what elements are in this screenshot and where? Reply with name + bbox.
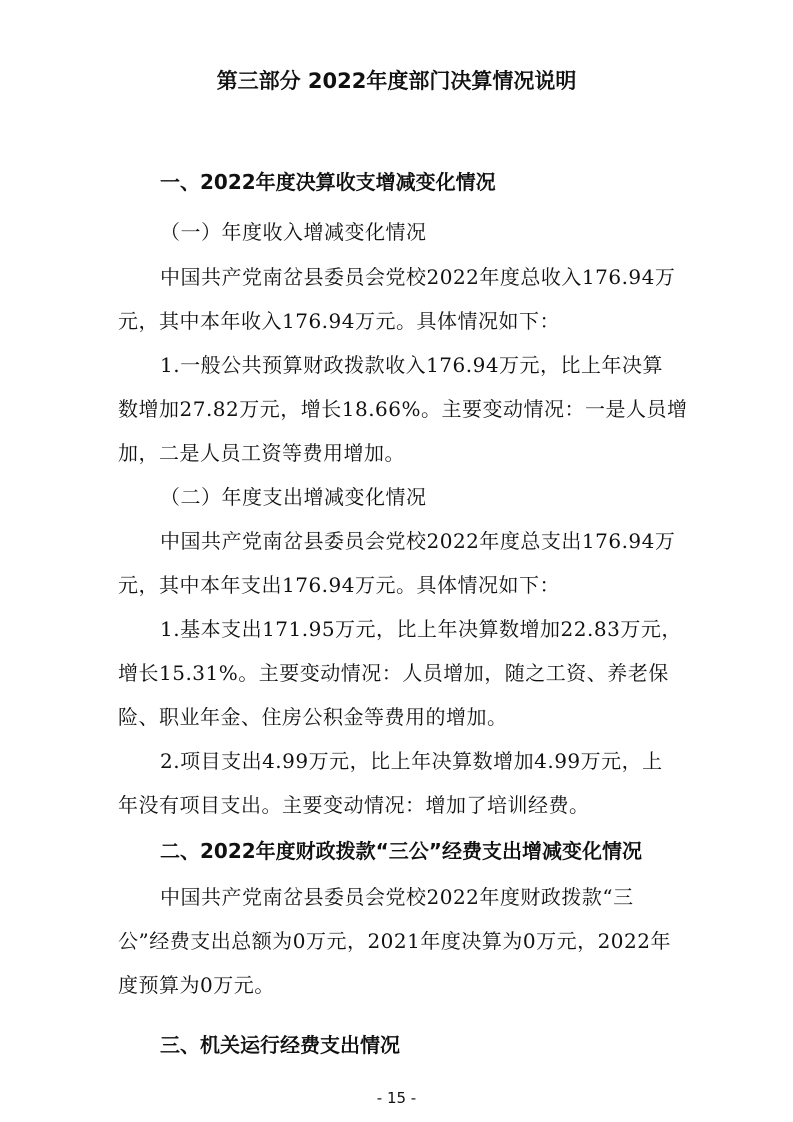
three-public-paragraph-line-3: 度预算为0万元。 bbox=[118, 973, 275, 997]
income-paragraph-2-line-2: 数增加27.82万元，增长18.66%。主要变动情况：一是人员增 bbox=[118, 397, 688, 421]
expense-subheading: （二）年度支出增减变化情况 bbox=[160, 485, 427, 509]
income-paragraph-1-line-1: 中国共产党南岔县委员会党校2022年度总收入176.94万 bbox=[160, 265, 676, 289]
income-paragraph-2-line-3: 加，二是人员工资等费用增加。 bbox=[118, 441, 405, 465]
section-heading-3: 三、机关运行经费支出情况 bbox=[160, 1033, 400, 1057]
income-paragraph-2-line-1: 1.一般公共预算财政拨款收入176.94万元，比上年决算 bbox=[160, 353, 664, 377]
page-number: - 15 - bbox=[376, 1089, 417, 1107]
income-paragraph-1-line-2: 元，其中本年收入176.94万元。具体情况如下： bbox=[118, 309, 560, 333]
page-title: 第三部分 2022年度部门决算情况说明 bbox=[216, 69, 577, 93]
section-heading-1: 一、2022年度决算收支增减变化情况 bbox=[160, 170, 496, 194]
expense-paragraph-2-line-3: 险、职业年金、住房公积金等费用的增加。 bbox=[118, 705, 508, 729]
three-public-paragraph-line-2: 公”经费支出总额为0万元，2021年度决算为0万元，2022年 bbox=[118, 929, 671, 953]
expense-paragraph-1-line-2: 元，其中本年支出176.94万元。具体情况如下： bbox=[118, 573, 560, 597]
expense-paragraph-3-line-2: 年没有项目支出。主要变动情况：增加了培训经费。 bbox=[118, 793, 590, 817]
section-heading-2: 二、2022年度财政拨款“三公”经费支出增减变化情况 bbox=[160, 839, 642, 863]
income-subheading: （一）年度收入增减变化情况 bbox=[160, 220, 427, 244]
expense-paragraph-2-line-2: 增长15.31%。主要变动情况：人员增加，随之工资、养老保 bbox=[118, 661, 669, 685]
expense-paragraph-1-line-1: 中国共产党南岔县委员会党校2022年度总支出176.94万 bbox=[160, 529, 676, 553]
three-public-paragraph-line-1: 中国共产党南岔县委员会党校2022年度财政拨款“三 bbox=[160, 885, 634, 909]
expense-paragraph-3-line-1: 2.项目支出4.99万元，比上年决算数增加4.99万元，上 bbox=[160, 749, 663, 773]
expense-paragraph-2-line-1: 1.基本支出171.95万元，比上年决算数增加22.83万元， bbox=[160, 617, 682, 641]
